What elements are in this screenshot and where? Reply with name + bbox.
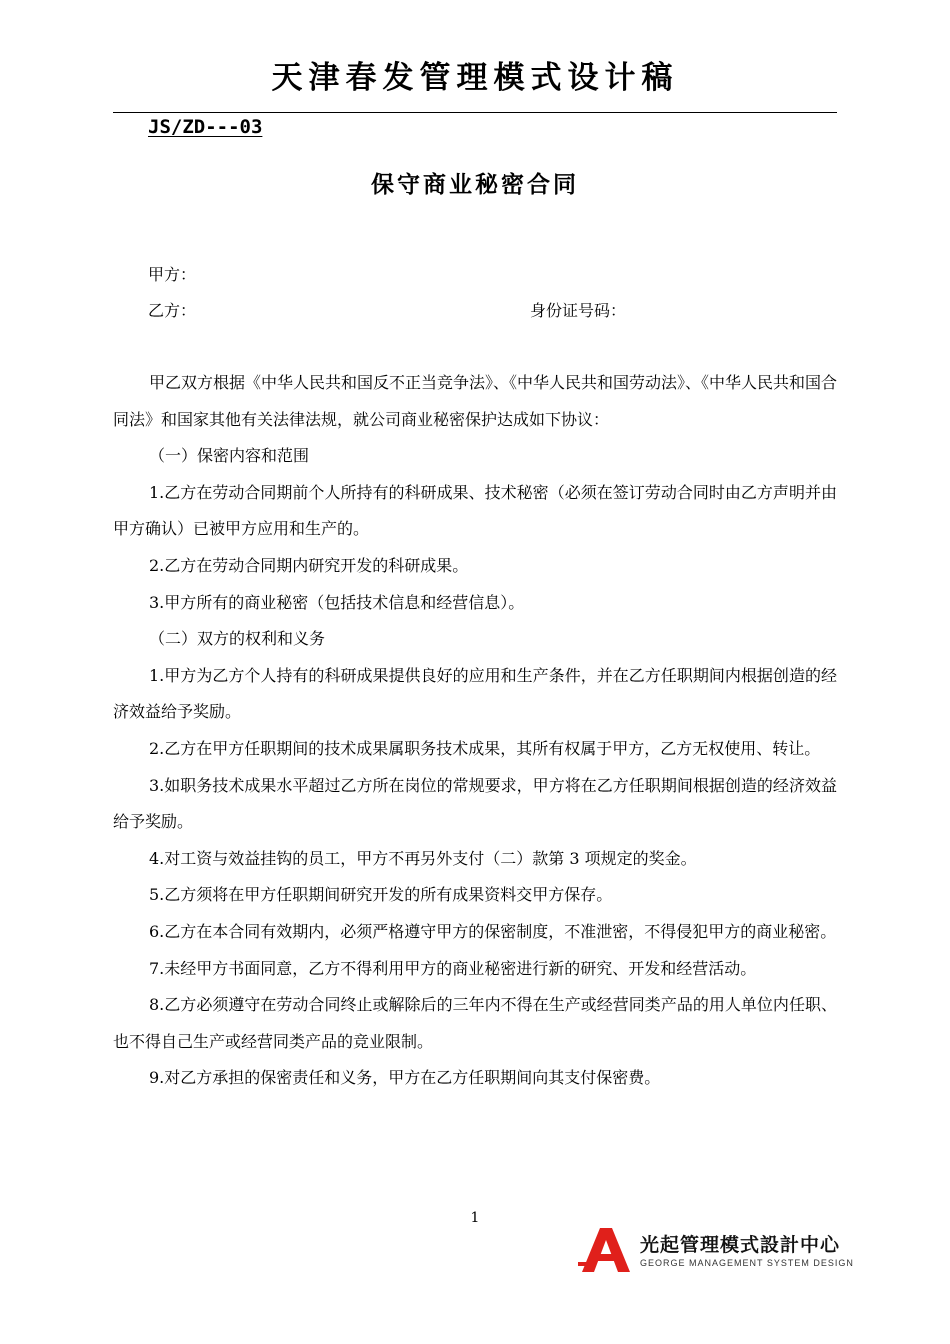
section-heading: （二）双方的权利和义务 <box>149 629 326 649</box>
party-b-label: 乙方： <box>148 301 197 320</box>
paragraph: 3.甲方所有的商业秘密（包括技术信息和经营信息）。 <box>149 592 525 612</box>
paragraph: 4.对工资与效益挂钩的员工，甲方不再另外支付（二）款第 3 项规定的奖金。 <box>149 848 697 868</box>
paragraph: 7.未经甲方书面同意，乙方不得利用甲方的商业秘密进行新的研究、开发和经营活动。 <box>149 958 757 978</box>
paragraph: 1.甲方为乙方个人持有的科研成果提供良好的应用和生产条件，并在乙方任职期间内根据创造的经济效益给予奖励。 <box>113 665 837 722</box>
page-number: 1 <box>470 1210 480 1226</box>
document-code: JS/ZD---03 <box>148 116 263 138</box>
letter-a-logo-icon <box>578 1228 630 1272</box>
paragraph: 8.乙方必须遵守在劳动合同终止或解除后的三年内不得在生产或经营同类产品的用人单位内任职、也不得自己生产或经营同类产品的竞业限制。 <box>113 995 837 1051</box>
paragraph-intro: 甲乙双方根据《中华人民共和国反不正当竞争法》、《中华人民共和国劳动法》、《中华人民共和国合同法》和国家其他有关法律法规，就公司商业秘密保护达成如下协议： <box>113 373 838 429</box>
paragraph: 2.乙方在劳动合同期内研究开发的科研成果。 <box>149 555 469 575</box>
header-title: 天津春发管理模式设计稿 <box>271 60 679 96</box>
paragraph: 3.如职务技术成果水平超过乙方所在岗位的常规要求，甲方将在乙方任职期间根据创造的经济效益给予奖励。 <box>113 775 837 832</box>
section-heading: （一）保密内容和范围 <box>149 446 310 466</box>
logo-subtitle: GEORGE MANAGEMENT SYSTEM DESIGN <box>640 1258 854 1268</box>
contract-body <box>113 365 837 1097</box>
paragraph: 5.乙方须将在甲方任职期间研究开发的所有成果资料交甲方保存。 <box>149 885 613 905</box>
company-logo <box>578 1228 854 1272</box>
logo-name: 光起管理模式設計中心 <box>640 1234 841 1256</box>
header-divider <box>113 112 837 113</box>
paragraph: 6.乙方在本合同有效期内，必须严格遵守甲方的保密制度，不准泄密，不得侵犯甲方的商业秘密。 <box>149 921 837 941</box>
paragraph: 9.对乙方承担的保密责任和义务，甲方在乙方任职期间向其支付保密费。 <box>149 1068 661 1088</box>
document-title: 保守商业秘密合同 <box>371 172 579 198</box>
paragraph: 2.乙方在甲方任职期间的技术成果属职务技术成果，其所有权属于甲方，乙方无权使用、转让。 <box>149 738 821 758</box>
id-number-label: 身份证号码： <box>530 301 627 320</box>
party-a-label: 甲方： <box>148 265 197 284</box>
paragraph: 1.乙方在劳动合同期前个人所持有的科研成果、技术秘密（必须在签订劳动合同时由乙方声明并由甲方确认）已被甲方应用和生产的。 <box>113 482 837 539</box>
